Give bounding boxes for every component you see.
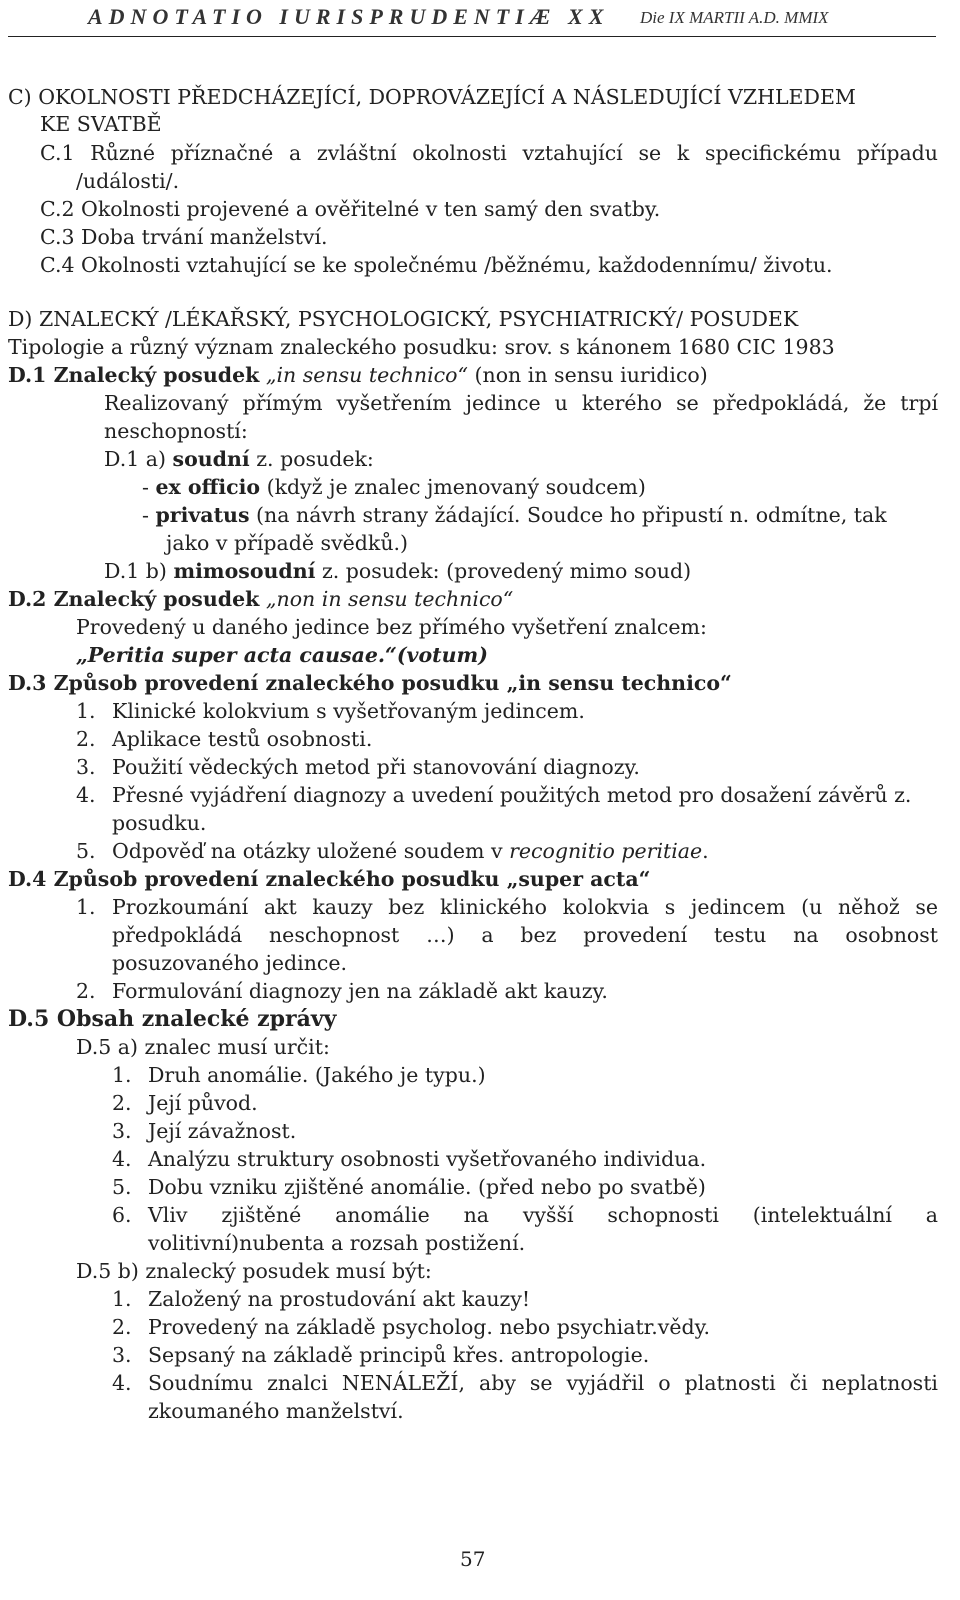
d1a-line: D.1 a) soudní z. posudek: <box>104 447 374 471</box>
d5b-item-2: 2. Provedený na základě psycholog. nebo psychiatr.vědy. <box>112 1315 710 1339</box>
d5a-item-6-cont: volitivní)nubenta a rozsah postižení. <box>148 1231 526 1255</box>
d1-description: Realizovaný přímým vyšetřením jedince u kterého se předpokládá, že trpí <box>104 391 938 415</box>
d3-item-2: 2. Aplikace testů osobnosti. <box>76 727 373 751</box>
c1-text-cont: /události/. <box>76 169 180 193</box>
d4-item-1-cont2: posuzovaného jedince. <box>112 951 348 975</box>
d5b-item-4-num: 4. <box>112 1371 132 1395</box>
c3-text: C.3 Doba trvání manželství. <box>40 225 328 249</box>
section-c-title: C) OKOLNOSTI PŘEDCHÁZEJÍCÍ, DOPROVÁZEJÍCÍ A NÁSLEDUJÍCÍ VZHLEDEM <box>8 85 856 109</box>
ex-officio-item: - ex officio (když je znalec jmenovaný soudcem) <box>142 475 646 499</box>
section-d-subtitle: Tipologie a různý význam znaleckého posudku: srov. s kánonem 1680 CIC 1983 <box>8 335 835 359</box>
d3-item-4: 4. Přesné vyjádření diagnozy a uvedení použitých metod pro dosažení závěrů z. <box>76 783 912 807</box>
d4-item-2: 2. Formulování diagnozy jen na základě akt kauzy. <box>76 979 608 1003</box>
d5a-item-1: 1. Druh anomálie. (Jakého je typu.) <box>112 1063 486 1087</box>
running-header <box>8 4 920 32</box>
c2-text: C.2 Okolnosti projevené a ověřitelné v ten samý den svatby. <box>40 197 661 221</box>
c4-text: C.4 Okolnosti vztahující se ke společnému /běžnému, každodennímu/ životu. <box>40 253 833 277</box>
d1b-line: D.1 b) mimosoudní z. posudek: (provedený mimo soud) <box>104 559 692 583</box>
d5a-item-6-num: 6. <box>112 1203 132 1227</box>
d1-heading: D.1 Znalecký posudek „in sensu technico“ (non in sensu iuridico) <box>8 363 708 387</box>
section-d-title: D) ZNALECKÝ /LÉKAŘSKÝ, PSYCHOLOGICKÝ, PSYCHIATRICKÝ/ POSUDEK <box>8 307 799 331</box>
d5b-item-1: 1. Založený na prostudování akt kauzy! <box>112 1287 531 1311</box>
d5a-heading: D.5 a) znalec musí určit: <box>76 1035 330 1059</box>
privatus-item-cont: jako v případě svědků.) <box>166 531 409 555</box>
header-date: Die IX MARTII A.D. MMIX <box>640 8 829 27</box>
privatus-item: - privatus (na návrh strany žádající. Soudce ho připustí n. odmítne, tak <box>142 503 887 527</box>
d5a-item-2: 2. Její původ. <box>112 1091 258 1115</box>
section-c-title-cont: KE SVATBĚ <box>40 112 162 136</box>
d3-item-5: 5. Odpověď na otázky uložené soudem v recognitio peritiae. <box>76 839 709 863</box>
d5b-item-4-cont: zkoumaného manželství. <box>148 1399 404 1423</box>
header-rule <box>8 36 936 37</box>
d5a-item-3: 3. Její závažnost. <box>112 1119 297 1143</box>
d2-votum: „Peritia super acta causae.“(votum) <box>76 643 488 667</box>
d5-heading: D.5 Obsah znalecké zprávy <box>8 1006 337 1032</box>
d3-item-1: 1. Klinické kolokvium s vyšetřovaným jedincem. <box>76 699 585 723</box>
d1-description-cont: neschopností: <box>104 419 248 443</box>
d4-item-1: Prozkoumání akt kauzy bez klinického kolokvia s jedincem (u něhož se <box>112 895 938 919</box>
d4-item-1-num: 1. <box>76 895 96 919</box>
c1-text: C.1 Různé příznačné a zvláštní okolnosti vztahující se k specifickému případu <box>40 141 938 165</box>
d3-item-4-cont: posudku. <box>112 811 207 835</box>
d3-heading: D.3 Způsob provedení znaleckého posudku „in sensu technico“ <box>8 671 732 695</box>
d5a-item-5: 5. Dobu vzniku zjištěné anomálie. (před nebo po svatbě) <box>112 1175 706 1199</box>
d5a-item-4: 4. Analýzu struktury osobnosti vyšetřovaného individua. <box>112 1147 707 1171</box>
d5b-item-3: 3. Sepsaný na základě principů křes. antropologie. <box>112 1343 650 1367</box>
d3-item-3: 3. Použití vědeckých metod při stanovování diagnozy. <box>76 755 640 779</box>
d5a-item-6: Vliv zjištěné anomálie na vyšší schopnosti (intelektuální a <box>148 1203 938 1227</box>
d5b-item-4: Soudnímu znalci NENÁLEŽÍ, aby se vyjádřil o platnosti či neplatnosti <box>148 1371 938 1395</box>
page-number: 57 <box>460 1547 486 1571</box>
journal-title: ADNOTATIO IURISPRUDENTIÆ XX <box>88 4 610 29</box>
d2-heading: D.2 Znalecký posudek „non in sensu technico“ <box>8 587 514 611</box>
d4-heading: D.4 Způsob provedení znaleckého posudku „super acta“ <box>8 867 651 891</box>
d2-description: Provedený u daného jedince bez přímého vyšetření znalcem: <box>76 615 707 639</box>
d4-item-1-cont: předpokládá neschopnost …) a bez provedení testu na osobnost <box>112 923 938 947</box>
d5b-heading: D.5 b) znalecký posudek musí být: <box>76 1259 432 1283</box>
